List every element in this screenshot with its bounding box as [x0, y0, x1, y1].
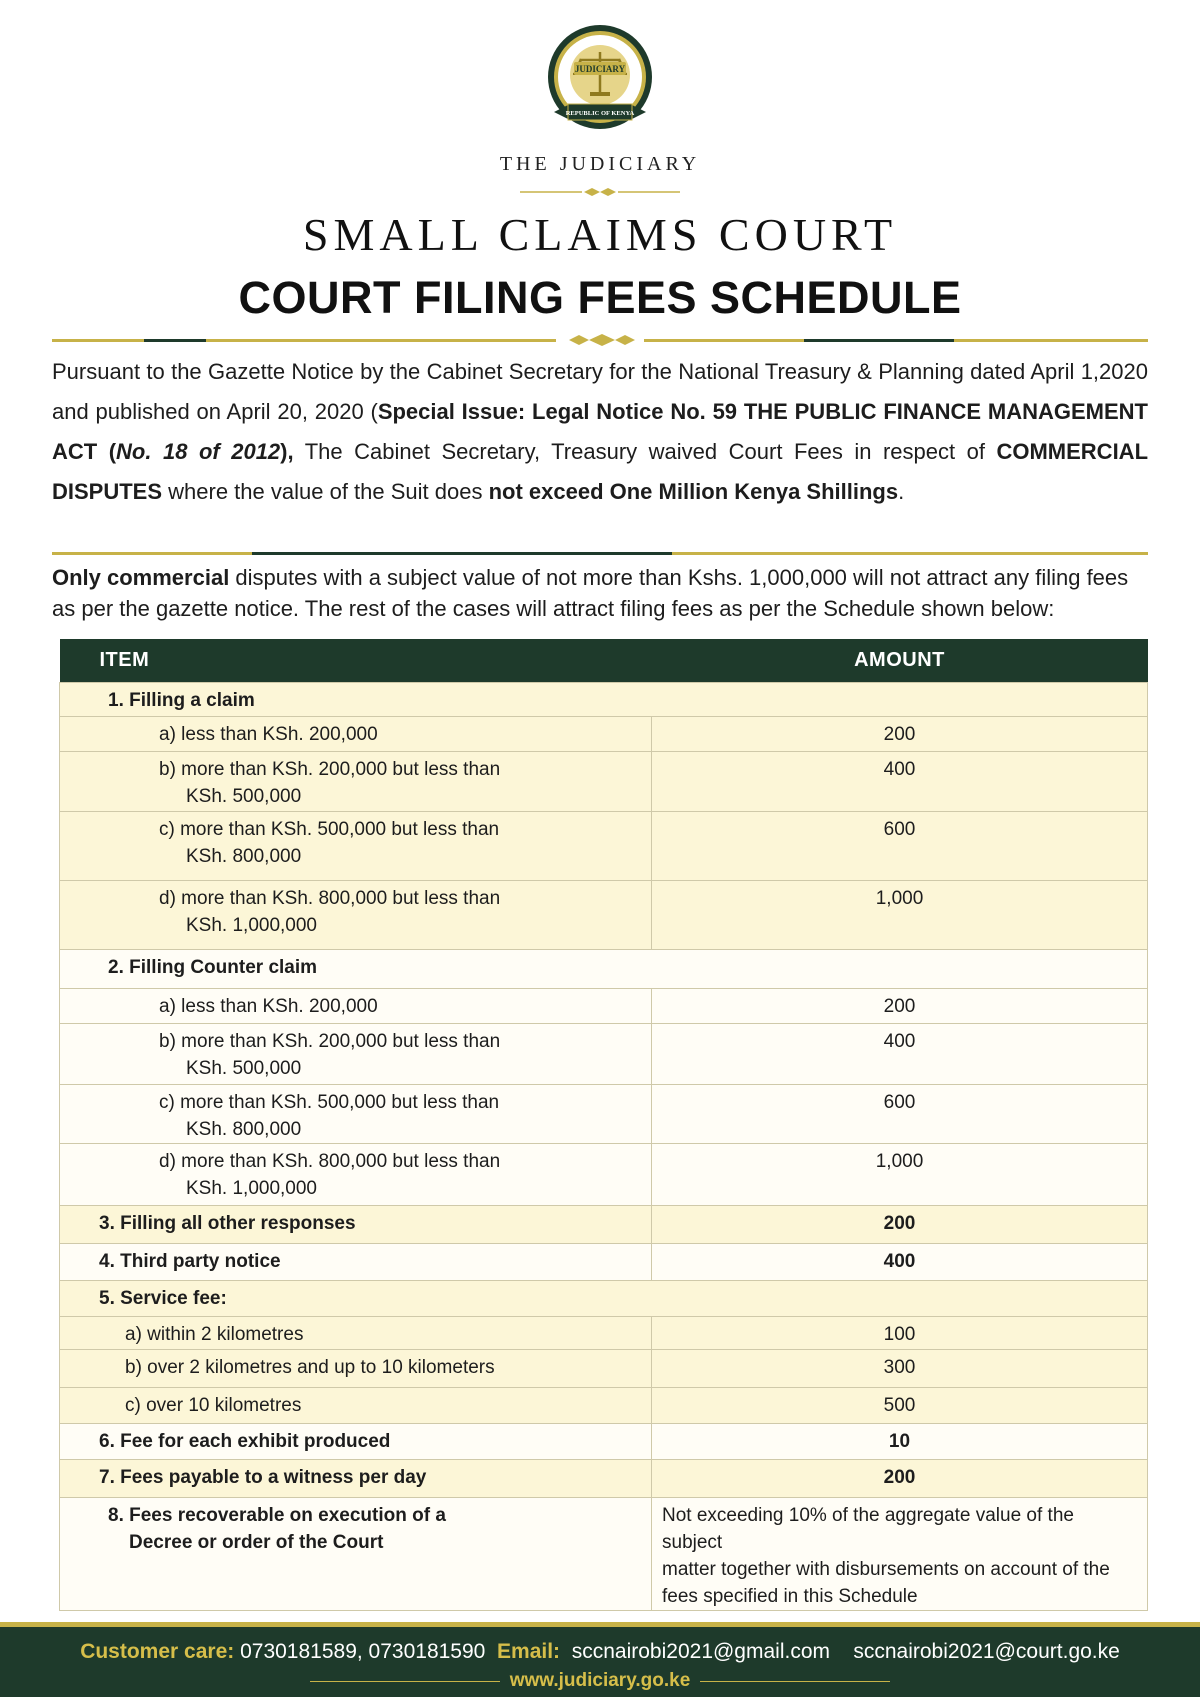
item-cell: d) more than KSh. 800,000 but less than KSh. 1,000,000: [60, 1144, 652, 1206]
customer-care-phones: 0730181589, 0730181590: [240, 1640, 486, 1663]
amount-cell: 300: [652, 1350, 1148, 1388]
table-row: [60, 950, 1148, 989]
amount-cell: 1,000: [652, 881, 1148, 950]
item-cell: b) more than KSh. 200,000 but less than KSh. 500,000: [60, 752, 652, 812]
amount-cell: 200: [652, 1460, 1148, 1498]
table-row: [60, 989, 1148, 1024]
table-row: [60, 717, 1148, 752]
table-row: [60, 1498, 1148, 1611]
intro-paragraph: [52, 352, 1148, 512]
table-row: [60, 1317, 1148, 1350]
judiciary-logo: [0, 22, 1200, 140]
table-row: [60, 1206, 1148, 1244]
table-row: [60, 1350, 1148, 1388]
table-row: [60, 1281, 1148, 1317]
website-line: [0, 1670, 1200, 1692]
item-cell: 3. Filling all other responses: [60, 1206, 652, 1244]
amount-column-header: AMOUNT: [652, 639, 1148, 683]
item-cell: b) more than KSh. 200,000 but less than KSh. 500,000: [60, 1024, 652, 1085]
intro-divider: [52, 552, 1148, 555]
court-name: SMALL CLAIMS COURT: [302, 209, 898, 260]
amount-cell: 200: [652, 989, 1148, 1024]
table-row: [60, 1085, 1148, 1144]
item-cell: c) over 10 kilometres: [60, 1388, 652, 1424]
item-cell: a) less than KSh. 200,000: [60, 717, 652, 752]
amount-cell: Not exceeding 10% of the aggregate value of the subject matter together with disbursements on account of the fees specified in this Schedule: [652, 1498, 1148, 1611]
item-cell: d) more than KSh. 800,000 but less than KSh. 1,000,000: [60, 881, 652, 950]
email-gmail[interactable]: sccnairobi2021@gmail.com: [571, 1640, 830, 1663]
item-column-header: ITEM: [60, 639, 652, 683]
table-row: [60, 1024, 1148, 1085]
table-row: [60, 1460, 1148, 1498]
amount-cell: 10: [652, 1424, 1148, 1460]
org-name: THE JUDICIARY: [499, 153, 701, 175]
item-cell: 7. Fees payable to a witness per day: [60, 1460, 652, 1498]
act-number: No. 18 of 2012: [116, 439, 281, 464]
item-cell: b) over 2 kilometres and up to 10 kilometers: [60, 1350, 652, 1388]
intro-text-3: where the value of the Suit does: [162, 479, 489, 504]
logo-banner-text: REPUBLIC OF KENYA: [565, 110, 635, 117]
ornament-divider: [0, 186, 1200, 198]
section-title: 1. Filling a claim: [60, 683, 1148, 717]
section-title: 5. Service fee:: [60, 1281, 1148, 1317]
contact-line: [0, 1640, 1200, 1664]
item-cell: a) less than KSh. 200,000: [60, 989, 652, 1024]
customer-care-label: Customer care:: [80, 1640, 235, 1663]
website-link[interactable]: www.judiciary.go.ke: [509, 1670, 691, 1691]
intro-text-4: .: [898, 479, 905, 504]
table-row: [60, 1144, 1148, 1206]
item-cell: c) more than KSh. 500,000 but less than KSh. 800,000: [60, 812, 652, 881]
amount-cell: 600: [652, 1085, 1148, 1144]
title-divider: [52, 339, 1148, 342]
table-header-row: [60, 639, 1148, 683]
email-label: Email:: [497, 1640, 561, 1663]
intro-bold-2: ),: [280, 439, 294, 464]
amount-cell: 400: [652, 1244, 1148, 1281]
table-row: [60, 1244, 1148, 1281]
item-cell: a) within 2 kilometres: [60, 1317, 652, 1350]
table-row: [60, 752, 1148, 812]
amount-cell: 400: [652, 1024, 1148, 1085]
lead-text: disputes with a subject value of not more than Kshs. 1,000,000 will not attract any filing fees as per the gazette notice. The rest of the cases will attract filing fees as per the Schedule shown below:: [52, 565, 1129, 621]
intro-text-1: Pursuant to the Gazette Notice by the Cabinet Secretary for the National Treasury & Planning dated April 1,2020 and published on April 20, 2020 (: [52, 359, 1148, 424]
footer: [0, 1627, 1200, 1697]
item-cell: 6. Fee for each exhibit produced: [60, 1424, 652, 1460]
lead-bold: Only commercial: [52, 565, 230, 590]
amount-cell: 400: [652, 752, 1148, 812]
logo-emblem-text: JUDICIARY: [574, 64, 626, 74]
amount-cell: 200: [652, 717, 1148, 752]
amount-cell: 100: [652, 1317, 1148, 1350]
legal-notice-ref: Special Issue: Legal Notice No. 59 THE PUBLIC FINANCE MANAGEMENT ACT (: [52, 399, 1148, 464]
table-row: [60, 881, 1148, 950]
amount-cell: 600: [652, 812, 1148, 881]
table-row: [60, 812, 1148, 881]
commercial-disputes: COMMERCIAL DISPUTES: [52, 439, 1149, 504]
amount-cell: 1,000: [652, 1144, 1148, 1206]
lead-paragraph: [52, 562, 1148, 624]
value-limit: not exceed One Million Kenya Shillings: [488, 479, 899, 504]
amount-cell: 200: [652, 1206, 1148, 1244]
table-row: [60, 1424, 1148, 1460]
amount-cell: 500: [652, 1388, 1148, 1424]
item-cell: 8. Fees recoverable on execution of a Decree or order of the Court: [60, 1498, 652, 1611]
email-court[interactable]: sccnairobi2021@court.go.ke: [853, 1640, 1120, 1663]
item-cell: c) more than KSh. 500,000 but less than KSh. 800,000: [60, 1085, 652, 1144]
section-title: 2. Filling Counter claim: [60, 950, 1148, 989]
table-row: [60, 683, 1148, 717]
table-row: [60, 1388, 1148, 1424]
fees-table: [59, 639, 1148, 1611]
item-cell: 4. Third party notice: [60, 1244, 652, 1281]
document-title: COURT FILING FEES SCHEDULE: [238, 272, 962, 323]
intro-text-2: The Cabinet Secretary, Treasury waived Court Fees in respect of: [293, 439, 997, 464]
